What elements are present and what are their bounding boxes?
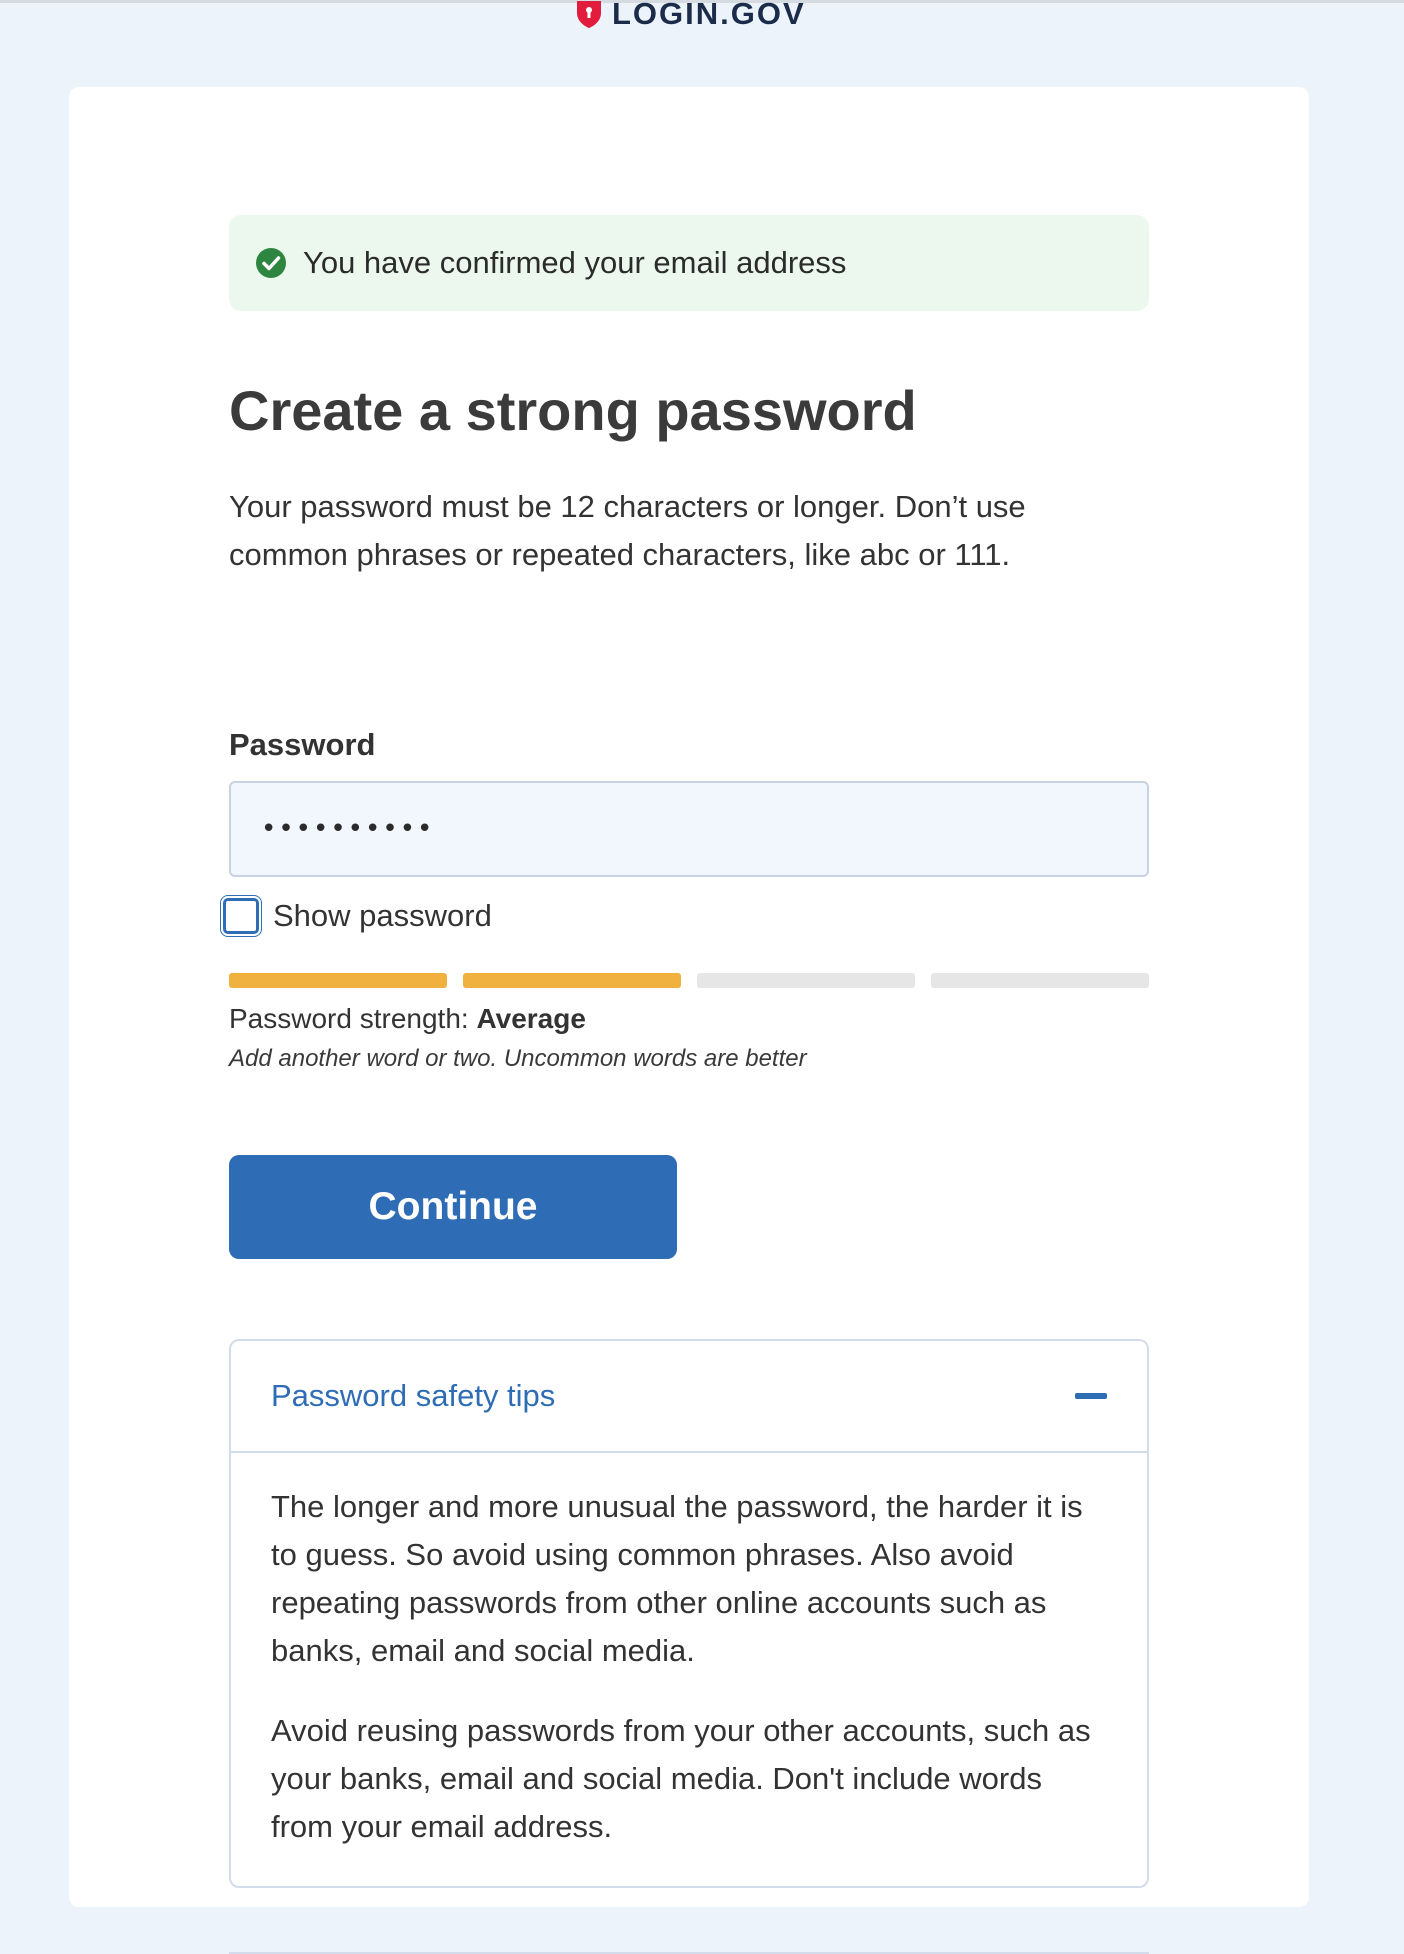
password-strength-text xyxy=(229,1003,586,1035)
logo-text: LOGIN.GOV xyxy=(612,0,806,31)
shield-icon xyxy=(576,0,602,29)
alert-message: You have confirmed your email address xyxy=(303,245,847,280)
show-password-label[interactable]: Show password xyxy=(273,898,492,933)
password-input[interactable] xyxy=(229,781,1149,877)
accordion-title[interactable]: Password safety tips xyxy=(271,1378,556,1413)
strength-label: Password strength: xyxy=(229,1003,477,1034)
tips-paragraph: The longer and more unusual the password, the harder it is to guess. So avoid using common phrases. Also avoid repeating passwords from other online accounts such as banks, email and social media. xyxy=(271,1489,1083,1668)
continue-button[interactable]: Continue xyxy=(229,1155,677,1259)
check-circle-icon xyxy=(255,247,287,279)
main-card xyxy=(69,87,1309,1907)
password-safety-tips-accordion xyxy=(229,1339,1149,1888)
password-label: Password xyxy=(229,727,376,762)
password-requirements-text: Your password must be 12 characters or longer. Don’t use common phrases or repeated characters, like abc or 111. xyxy=(229,489,1026,572)
accordion-body xyxy=(231,1453,1147,1851)
login-gov-logo[interactable] xyxy=(576,0,806,32)
strength-segment-4 xyxy=(931,973,1149,988)
password-strength-hint: Add another word or two. Uncommon words are better xyxy=(229,1045,807,1072)
strength-segment-2 xyxy=(463,973,681,988)
page-title: Create a strong password xyxy=(229,379,917,442)
strength-segment-1 xyxy=(229,973,447,988)
tips-paragraph: Avoid reusing passwords from your other accounts, such as your banks, email and social media. Don't include words from your email address. xyxy=(271,1713,1091,1844)
password-strength-meter xyxy=(229,973,1149,988)
strength-segment-3 xyxy=(697,973,915,988)
show-password-checkbox[interactable] xyxy=(223,898,259,934)
accordion-header[interactable] xyxy=(231,1341,1147,1453)
success-alert xyxy=(229,215,1149,311)
minus-icon[interactable] xyxy=(1075,1393,1107,1399)
strength-value: Average xyxy=(476,1003,586,1034)
show-password-row[interactable] xyxy=(223,898,492,934)
